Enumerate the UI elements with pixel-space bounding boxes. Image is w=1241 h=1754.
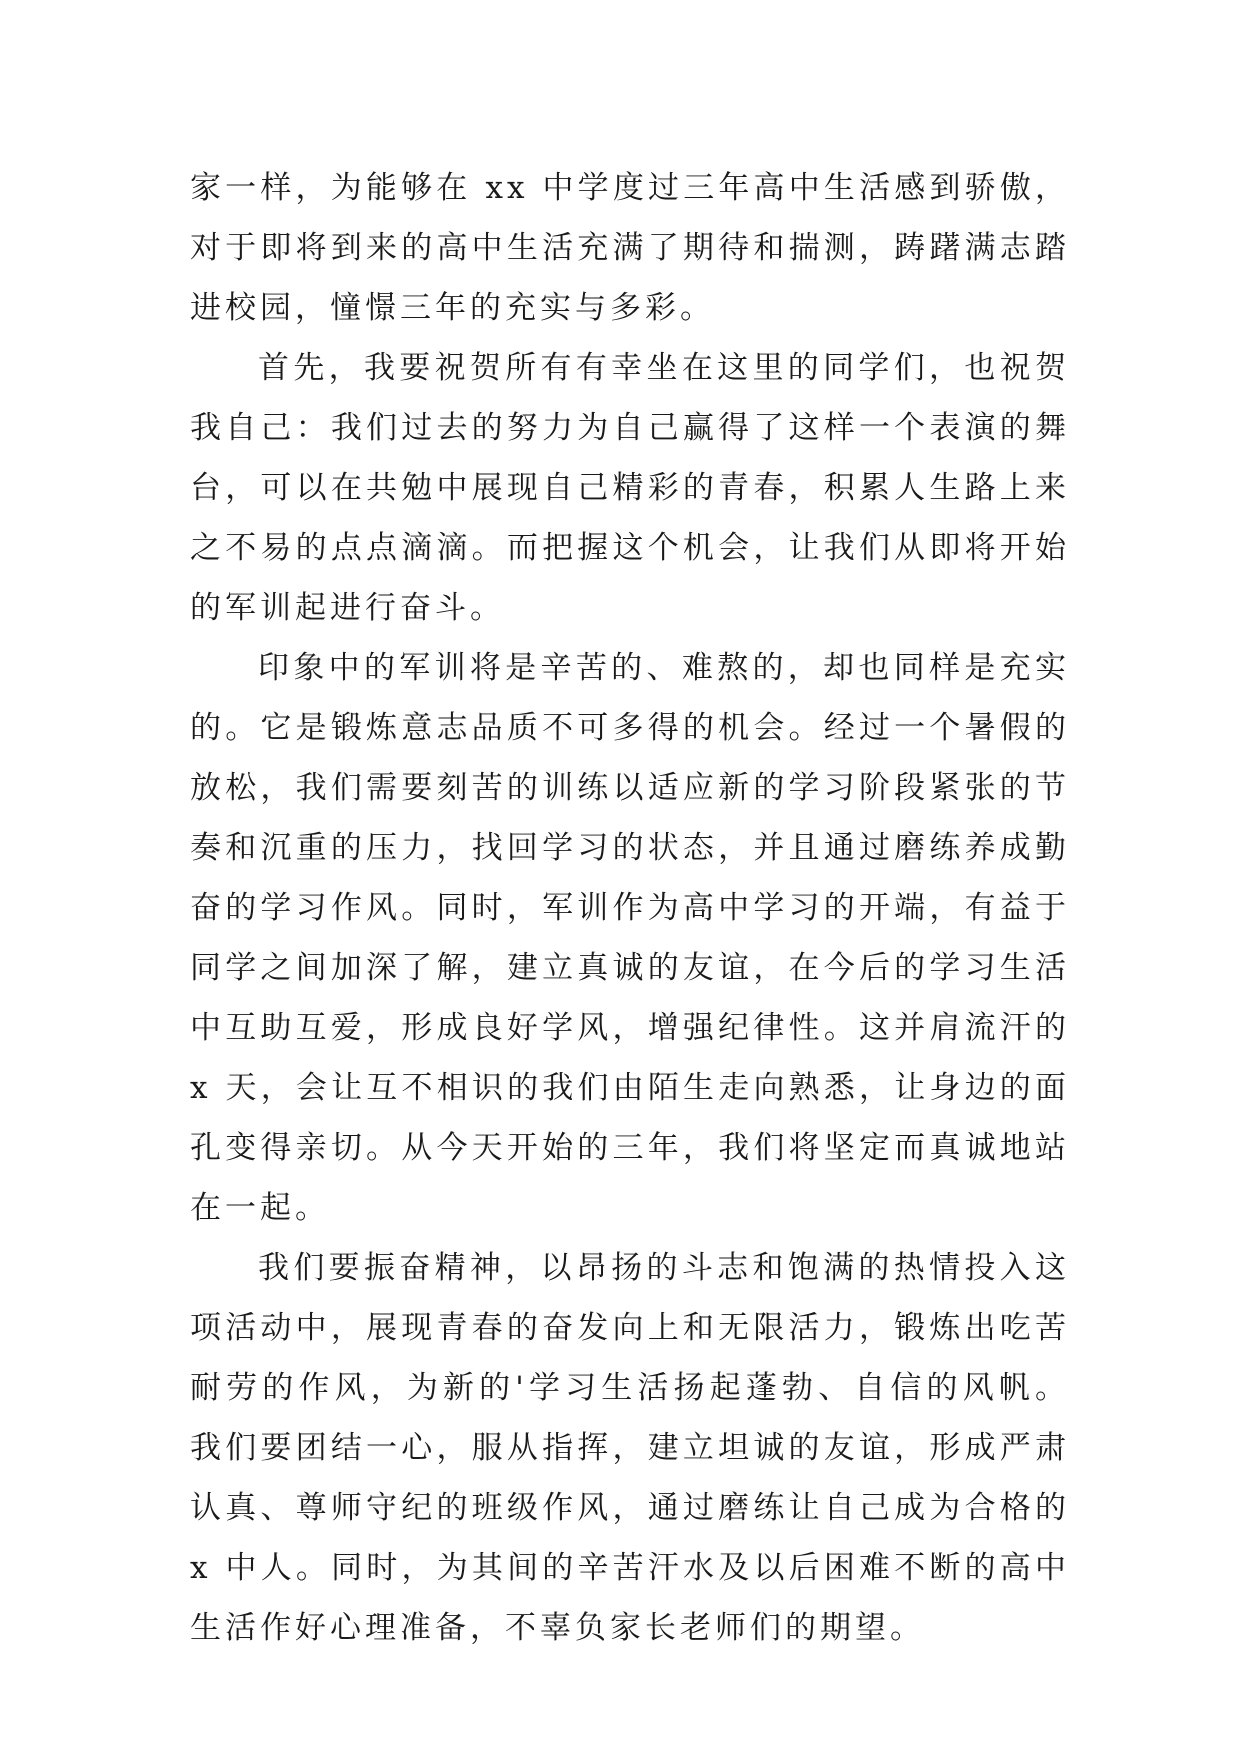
paragraph-2: 首先，我要祝贺所有有幸坐在这里的同学们，也祝贺我自己：我们过去的努力为自己赢得了这样一个表演的舞台，可以在共勉中展现自己精彩的青春，积累人生路上来之不易的点点滴滴。而把握这个机会，让我们从即将开始的军训起进行奋斗。 (190, 350, 1070, 626)
paragraph-1: 家一样，为能够在 xx 中学度过三年高中生活感到骄傲，对于即将到来的高中生活充满了期待和揣测，踌躇满志踏进校园，憧憬三年的充实与多彩。 (190, 170, 1070, 326)
paragraph-3: 印象中的军训将是辛苦的、难熬的，却也同样是充实的。它是锻炼意志品质不可多得的机会。经过一个暑假的放松，我们需要刻苦的训练以适应新的学习阶段紧张的节奏和沉重的压力，找回学习的状态，并且通过磨练养成勤奋的学习作风。同时，军训作为高中学习的开端，有益于同学之间加深了解，建立真诚的友谊，在今后的学习生活中互助互爱，形成良好学风，增强纪律性。这并肩流汗的 x 天，会让互不相识的我们由陌生走向熟悉，让身边的面孔变得亲切。从今天开始的三年，我们将坚定而真诚地站在一起。 (190, 650, 1070, 1226)
paragraph-4: 我们要振奋精神，以昂扬的斗志和饱满的热情投入这项活动中，展现青春的奋发向上和无限活力，锻炼出吃苦耐劳的作风，为新的'学习生活扬起蓬勃、自信的风帆。我们要团结一心，服从指挥，建立坦诚的友谊，形成严肃认真、尊师守纪的班级作风，通过磨练让自己成为合格的 x 中人。同时，为其间的辛苦汗水及以后困难不断的高中生活作好心理准备，不辜负家长老师们的期望。 (190, 1250, 1070, 1646)
document-body (190, 158, 1070, 1658)
